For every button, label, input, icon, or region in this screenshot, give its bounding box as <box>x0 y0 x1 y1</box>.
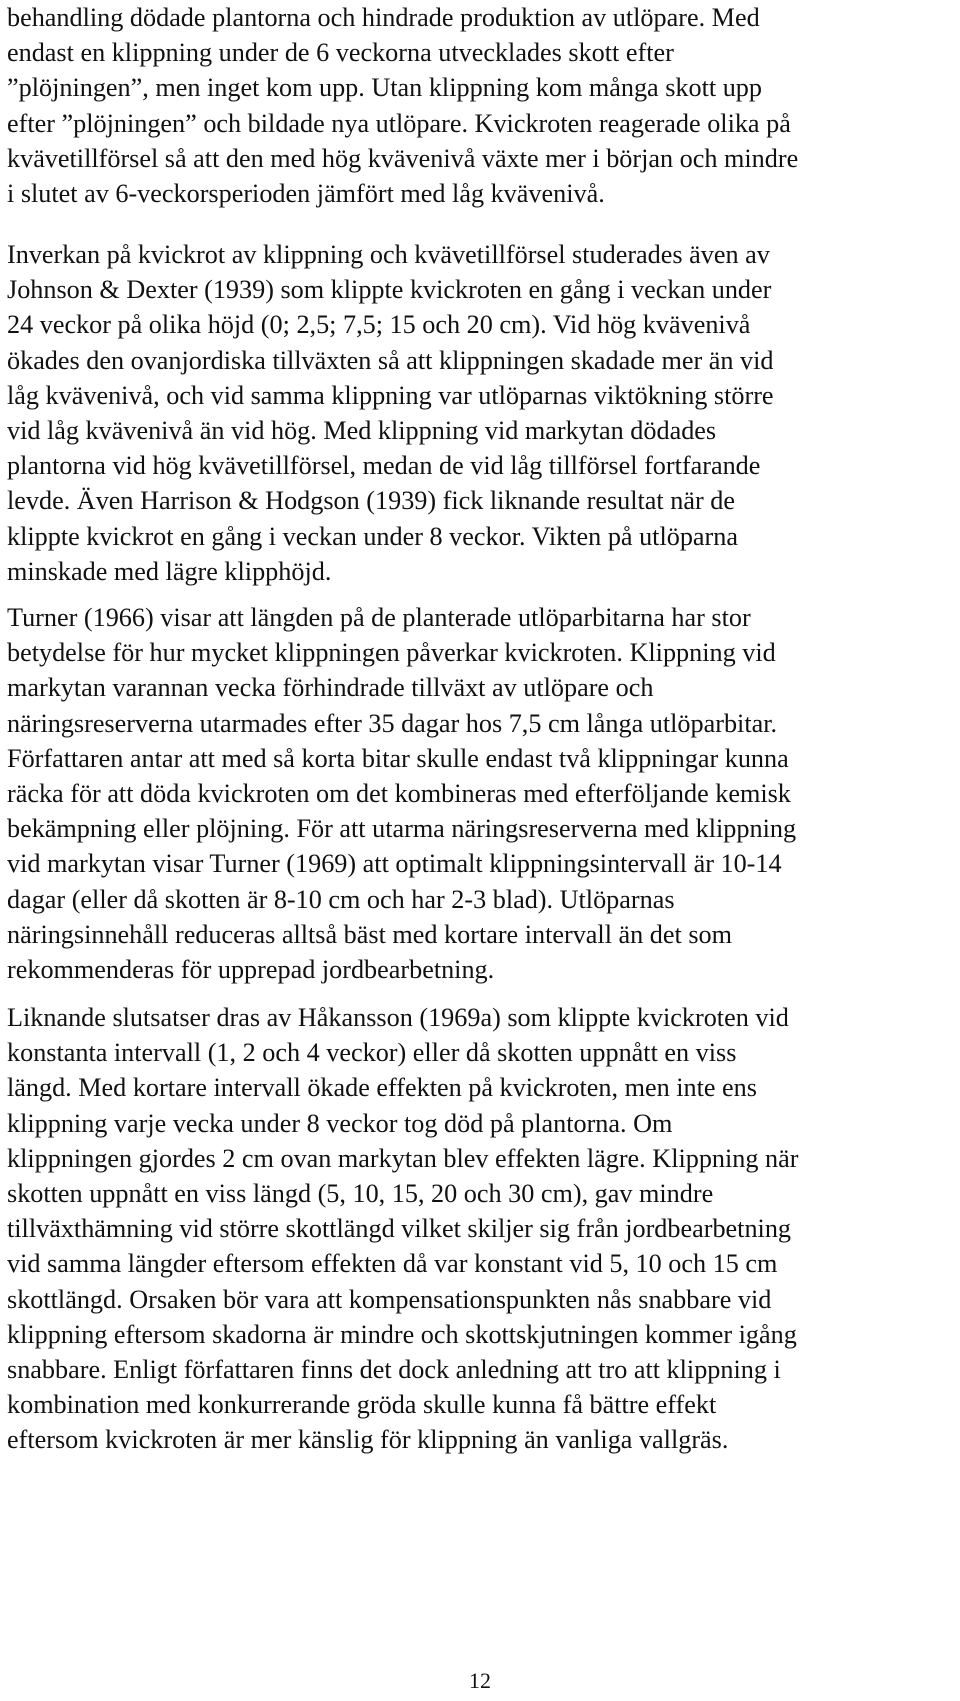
text-line: räcka för att döda kvickroten om det kombineras med efterföljande kemisk <box>7 778 791 808</box>
paragraph-1 <box>7 0 953 211</box>
text-line: Johnson & Dexter (1939) som klippte kvickroten en gång i veckan under <box>7 275 772 305</box>
text-line: Författaren antar att med så korta bitar skulle endast två klippningar kunna <box>7 743 789 773</box>
text-line: skottlängd. Orsaken bör vara att kompensationspunkten nås snabbare vid <box>7 1284 772 1314</box>
text-line: betydelse för hur mycket klippningen påverkar kvickroten. Klippning vid <box>7 638 776 668</box>
text-line: minskade med lägre klipphöjd. <box>7 556 332 586</box>
text-line: vid låg kvävenivå än vid hög. Med klippning vid markytan dödades <box>7 415 717 445</box>
text-line: näringsinnehåll reduceras alltså bäst med kortare intervall än det som <box>7 919 732 949</box>
paragraph-2 <box>7 237 953 589</box>
text-line: kombination med konkurrerande gröda skulle kunna få bättre effekt <box>7 1390 717 1420</box>
text-line: konstanta intervall (1, 2 och 4 veckor) eller då skotten uppnått en viss <box>7 1038 737 1068</box>
text-line: skotten uppnått en viss längd (5, 10, 15, 20 och 30 cm), gav mindre <box>7 1178 714 1208</box>
text-line: näringsreserverna utarmades efter 35 dagar hos 7,5 cm långa utlöparbitar. <box>7 708 778 738</box>
text-line: levde. Även Harrison & Hodgson (1939) fick liknande resultat när de <box>7 486 735 516</box>
text-line: Turner (1966) visar att längden på de planterade utlöparbitarna har stor <box>7 603 751 632</box>
text-line: låg kvävenivå, och vid samma klippning var utlöparnas viktökning större <box>7 380 774 410</box>
text-line: snabbare. Enligt författaren finns det dock anledning att tro att klippning i <box>7 1354 781 1384</box>
text-line: klippning varje vecka under 8 veckor tog död på plantorna. Om <box>7 1108 673 1138</box>
page-number: 12 <box>469 1668 491 1693</box>
text-line: ökades den ovanjordiska tillväxten så att klippningen skadade mer än vid <box>7 345 774 375</box>
text-line: efter ”plöjningen” och bildade nya utlöpare. Kvickroten reagerade olika på <box>7 108 791 138</box>
text-line: markytan varannan vecka förhindrade tillväxt av utlöpare och <box>7 673 654 703</box>
text-line: endast en klippning under de 6 veckorna utvecklades skott efter <box>7 38 674 68</box>
text-line: rekommenderas för upprepad jordbearbetning. <box>7 954 495 984</box>
text-line: 24 veckor på olika höjd (0; 2,5; 7,5; 15 och 20 cm). Vid hög kvävenivå <box>7 310 751 340</box>
paragraph-4 <box>7 1000 953 1457</box>
text-line: Inverkan på kvickrot av klippning och kvävetillförsel studerades även av <box>7 240 770 269</box>
text-line: längd. Med kortare intervall ökade effekten på kvickroten, men inte ens <box>7 1073 757 1103</box>
text-line: vid markytan visar Turner (1969) att optimalt klippningsintervall är 10-14 <box>7 849 782 879</box>
text-line: klippning eftersom skadorna är mindre och skottskjutningen kommer igång <box>7 1319 797 1349</box>
text-line: vid samma längder eftersom effekten då var konstant vid 5, 10 och 15 cm <box>7 1249 778 1279</box>
text-line: klippningen gjordes 2 cm ovan markytan blev effekten lägre. Klippning när <box>7 1143 799 1173</box>
paragraph-3 <box>7 600 953 987</box>
text-line: Liknande slutsatser dras av Håkansson (1969a) som klippte kvickroten vid <box>7 1003 789 1032</box>
text-line: eftersom kvickroten är mer känslig för klippning än vanliga vallgräs. <box>7 1425 729 1455</box>
text-line: bekämpning eller plöjning. För att utarma näringsreserverna med klippning <box>7 814 797 844</box>
text-line: i slutet av 6-veckorsperioden jämfört med låg kvävenivå. <box>7 178 605 208</box>
text-line: behandling dödade plantorna och hindrade produktion av utlöpare. Med <box>7 3 760 32</box>
text-line: ”plöjningen”, men inget kom upp. Utan klippning kom många skott upp <box>7 73 762 103</box>
text-line: tillväxthämning vid större skottlängd vilket skiljer sig från jordbearbetning <box>7 1214 792 1244</box>
text-line: dagar (eller då skotten är 8-10 cm och har 2-3 blad). Utlöparnas <box>7 884 675 914</box>
text-line: klippte kvickrot en gång i veckan under 8 veckor. Vikten på utlöparna <box>7 521 738 551</box>
text-line: kvävetillförsel så att den med hög kvävenivå växte mer i början och mindre <box>7 143 799 173</box>
text-line: plantorna vid hög kvävetillförsel, medan de vid låg tillförsel fortfarande <box>7 451 761 481</box>
